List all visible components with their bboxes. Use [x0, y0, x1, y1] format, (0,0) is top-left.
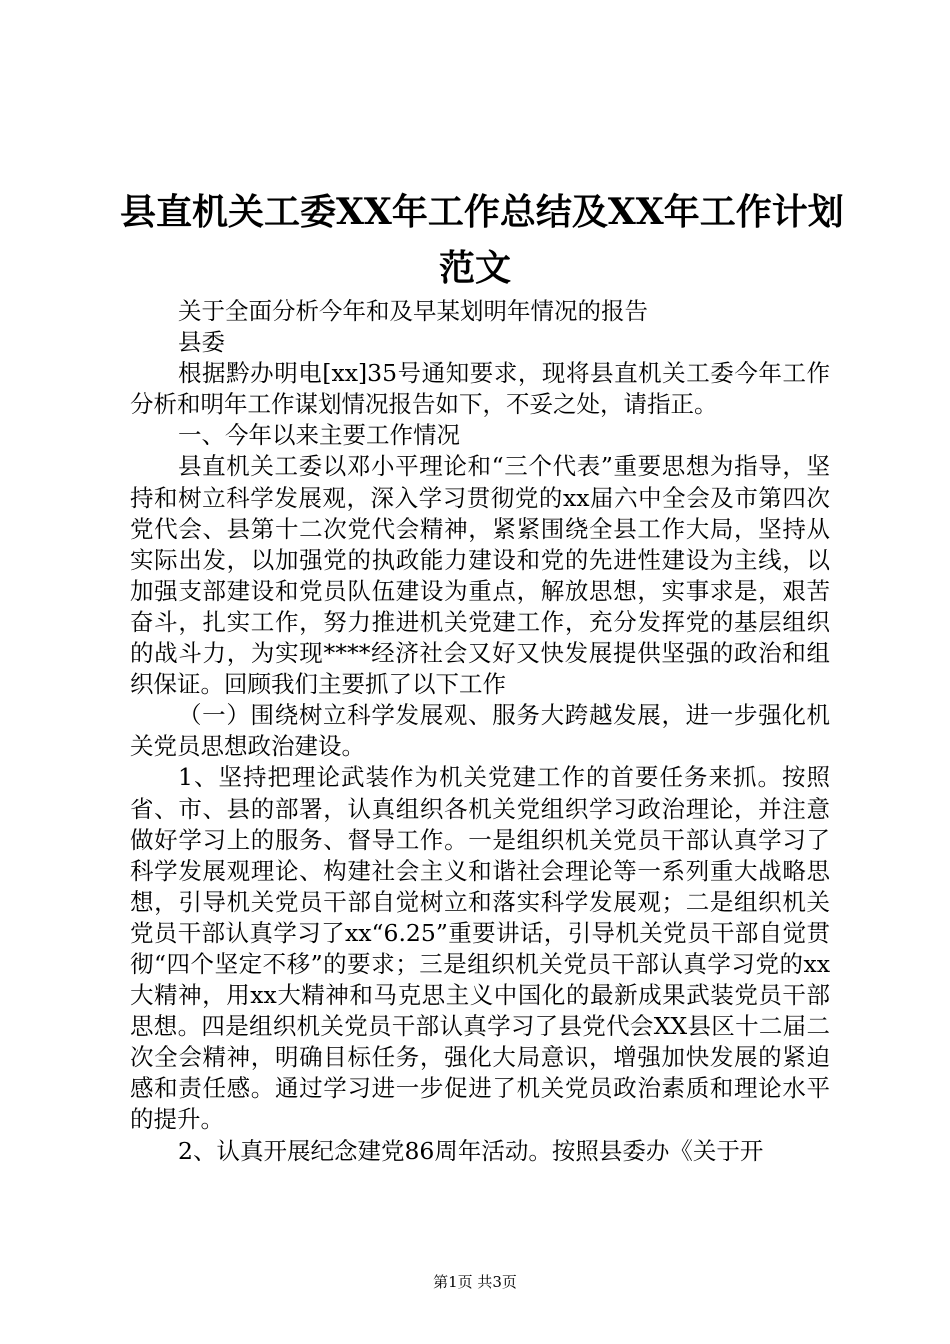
page-footer: 第1页 共3页: [433, 1273, 517, 1291]
report-heading: 关于全面分析今年和及早某划明年情况的报告: [178, 297, 648, 325]
paragraph-overview: 县直机关工委以邓小平理论和“三个代表”重要思想为指导，坚持和树立科学发展观，深入学习贯彻党的xx届六中全会及市第四次党代会、县第十二次党代会精神，紧紧围绕全县工作大局，坚持从实际出发，以加强党的执政能力建设和党的先进性建设为主线，以加强支部建设和党员队伍建设为重点，解放思想，实事求是，艰苦奋斗，扎实工作，努力推进机关党建工作，充分发挥党的基层组织的战斗力，为实现****经济社会又好又快发展提供坚强的政治和组织保证。回顾我们主要抓了以下工作: [130, 452, 830, 699]
document-title: 县直机关工委XX年工作总结及XX年工作计划: [120, 191, 844, 233]
document-body: [130, 296, 830, 1167]
section-heading: 一、今年以来主要工作情况: [178, 421, 460, 450]
subsection-heading: （一）围绕树立科学发展观、服务大跨越发展，进一步强化机关党员思想政治建设。: [130, 701, 830, 761]
document-title-continued: 范文: [438, 247, 511, 289]
paragraph-item-1: 1、坚持把理论武装作为机关党建工作的首要任务来抓。按照省、市、县的部署，认真组织各机关党组织学习政治理论，并注意做好学习上的服务、督导工作。一是组织机关党员干部认真学习了科学发展观理论、构建社会主义和谐社会理论等一系列重大战略思想，引导机关党员干部自觉树立和落实科学发展观；二是组织机关党员干部认真学习了xx“6.25”重要讲话，引导机关党员干部自觉贯彻“四个坚定不移”的要求；三是组织机关党员干部认真学习党的xx大精神，用xx大精神和马克思主义中国化的最新成果武装党员干部思想。四是组织机关党员干部认真学习了县党代会XX县区十二届二次全会精神，明确目标任务，强化大局意识，增强加快发展的紧迫感和责任感。通过学习进一步促进了机关党员政治素质和理论水平的提升。: [130, 763, 830, 1134]
paragraph-intro: 根据黔办明电[xx]35号通知要求，现将县直机关工委今年工作分析和明年工作谋划情况报告如下，不妥之处，请指正。: [130, 359, 830, 419]
paragraph-item-2: 2、认真开展纪念建党86周年活动。按照县委办《关于开: [178, 1136, 764, 1165]
addressee: 县委: [178, 328, 225, 357]
